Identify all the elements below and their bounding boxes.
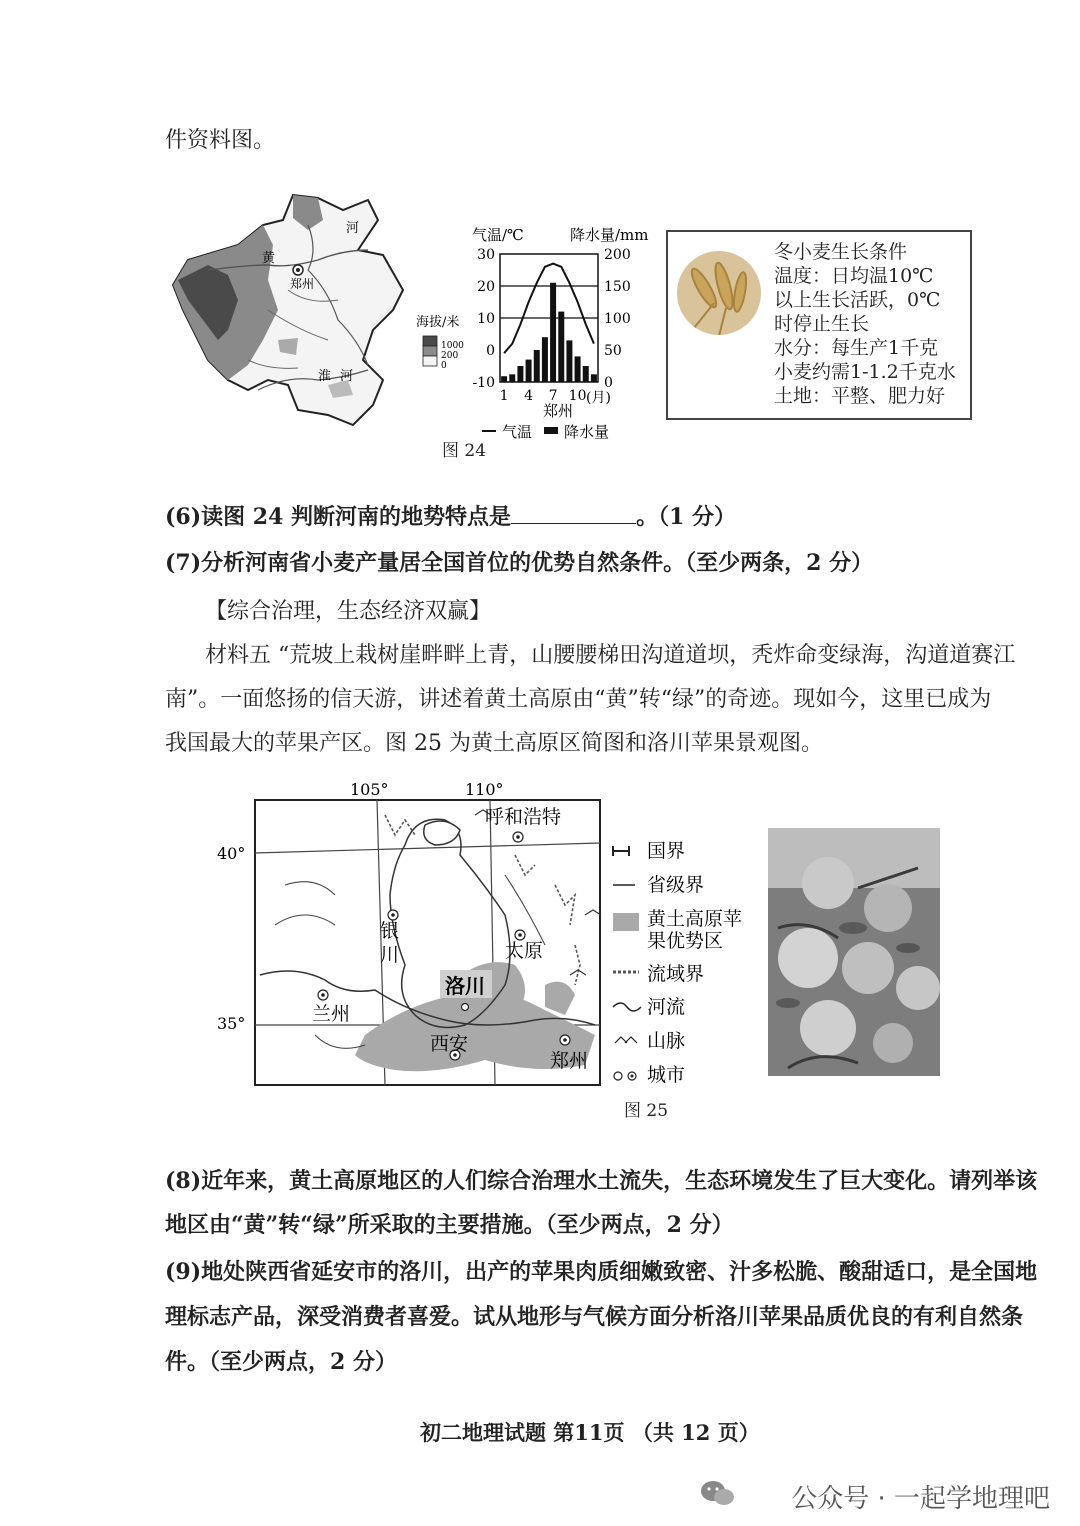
month-tick-label: 4 <box>524 388 534 404</box>
chart-precip-axis-label: 降水量/mm <box>570 226 649 244</box>
temp-tick-label: 20 <box>477 279 495 295</box>
map-label-he2: 河 <box>340 369 354 384</box>
precip-tick-label: 200 <box>604 247 631 263</box>
question-8-line-1: (8)近年来，黄土高原地区的人们综合治理水土流失，生态环境发生了巨大变化。请列举该 <box>165 1168 1038 1194</box>
wheat-line-temp3: 时停止生长 <box>774 313 870 335</box>
precip-tick-label: 100 <box>604 311 631 327</box>
legend-city: 城市 <box>647 1064 686 1086</box>
map-label-huai: 淮 <box>318 369 332 384</box>
city-taiyuan: 太原 <box>505 940 544 962</box>
precip-tick-label: 50 <box>604 343 622 359</box>
wheat-line-water2: 小麦约需1-1.2千克水 <box>774 361 956 383</box>
map-legend-200: 200 <box>441 351 459 361</box>
legend-provincial-border: 省级界 <box>647 874 705 896</box>
legend-temp-label: 气温 <box>502 423 533 441</box>
wheat-line-land: 土地：平整、肥力好 <box>774 385 946 407</box>
lat-35-label: 35° <box>217 1014 246 1033</box>
map-label-zhengzhou: 郑州 <box>290 277 315 291</box>
city-yinchuan-1: 银 <box>380 920 400 942</box>
page-footer: 初二地理试题 第11页 （共 12 页） <box>420 1420 760 1445</box>
legend-precip-label: 降水量 <box>564 423 610 441</box>
chart-city-label: 郑州 <box>542 402 574 420</box>
lat-40-label: 40° <box>217 844 246 863</box>
wheat-line-temp: 温度：日均温10℃ <box>774 265 934 287</box>
precip-tick-label: 0 <box>604 375 613 391</box>
figure24-caption: 图 24 <box>442 441 487 461</box>
loess-plateau-map <box>215 775 760 1095</box>
precip-bar <box>558 312 564 382</box>
legend-river: 河流 <box>647 996 686 1018</box>
map-legend-0: 0 <box>441 361 447 371</box>
precip-bar <box>583 366 589 382</box>
month-tick-label: 1 <box>499 388 509 404</box>
question-7: (7)分析河南省小麦产量居全国首位的优势自然条件。（至少两条，2 分） <box>165 550 874 576</box>
precip-bar <box>566 340 572 382</box>
map-label-huang: 黄 <box>262 251 276 266</box>
wheat-photo <box>674 248 764 338</box>
zhengzhou-climate-chart <box>440 222 665 447</box>
temp-tick-label: 0 <box>486 343 495 359</box>
month-tick-label: 7 <box>548 388 558 404</box>
precip-bar <box>517 366 523 382</box>
map-legend-title: 海拔/米 <box>416 315 460 330</box>
question-6-score: 。（1 分） <box>636 504 737 530</box>
city-lanzhou: 兰州 <box>312 1003 351 1025</box>
legend-watershed: 流域界 <box>647 963 705 985</box>
temp-tick-label: -10 <box>472 375 495 391</box>
lon-105-label: 105° <box>350 780 389 799</box>
city-zhengzhou: 郑州 <box>550 1050 589 1072</box>
precip-bar <box>534 350 540 382</box>
city-luochuan: 洛川 <box>445 974 485 998</box>
precip-bar <box>575 356 581 382</box>
answer-blank[interactable] <box>511 505 636 524</box>
wheat-line-water: 水分：每生产1千克 <box>774 337 939 359</box>
material5-line-3: 我国最大的苹果产区。图 25 为黄土高原区简图和洛川苹果景观图。 <box>165 731 823 756</box>
precip-bar <box>591 374 597 382</box>
watermark-text: 公众号 · 一起学地理吧 <box>791 1484 1050 1514</box>
precip-bar <box>501 376 507 382</box>
month-tick-label: 10 <box>568 388 587 404</box>
precip-tick-label: 150 <box>604 279 631 295</box>
question-6 <box>165 502 736 532</box>
precip-bar <box>550 283 556 382</box>
temp-tick-label: 30 <box>477 247 495 263</box>
temperature-curve <box>504 264 594 354</box>
map-label-he: 河 <box>346 221 360 236</box>
map-legend-1000: 1000 <box>441 341 464 351</box>
material5-line-2: 南”。一面悠扬的信天游，讲述着黄土高原由“黄”转“绿”的奇迹。现如今，这里已成为 <box>165 687 992 712</box>
question-9-line-1: (9)地处陕西省延安市的洛川，出产的苹果肉质细嫩致密、汁多松脆、酸甜适口，是全国地 <box>165 1259 1038 1285</box>
legend-apple-zone-2: 果优势区 <box>647 930 724 952</box>
legend-mountain: 山脉 <box>647 1030 686 1052</box>
wheat-line-title: 冬小麦生长条件 <box>774 241 908 263</box>
legend-national-border: 国界 <box>647 840 686 862</box>
wechat-icon <box>700 1478 736 1508</box>
question-9-line-2: 理标志产品，深受消费者喜爱。试从地形与气候方面分析洛川苹果品质优良的有利自然条 <box>165 1304 1024 1330</box>
henan-terrain-map <box>168 190 480 440</box>
precip-bar <box>542 337 548 382</box>
question-6-text: (6)读图 24 判断河南的地势特点是 <box>165 504 512 530</box>
wheat-conditions-box <box>666 230 972 420</box>
luochuan-apple-photo <box>768 828 940 1076</box>
temp-tick-label: 10 <box>477 311 495 327</box>
material5-line-1: 材料五 “荒坡上栽树崖畔畔上青，山腰腰梯田沟道道坝，秃炸命变绿海，沟道道赛江 <box>205 643 1016 668</box>
legend-apple-zone-1: 黄土高原苹 <box>647 908 743 930</box>
wheat-line-temp2: 以上生长活跃，0℃ <box>774 289 941 311</box>
precip-bar <box>509 374 515 382</box>
chart-month-unit: (月) <box>586 390 611 406</box>
city-hohhot: 呼和浩特 <box>485 806 562 828</box>
city-yinchuan-2: 川 <box>380 944 400 966</box>
city-xian: 西安 <box>430 1033 469 1055</box>
chart-temp-axis-label: 气温/℃ <box>472 226 524 244</box>
continuation-text: 件资料图。 <box>165 128 276 153</box>
section-title: 【综合治理，生态经济双赢】 <box>205 599 492 624</box>
precip-bar <box>526 360 532 382</box>
question-8-line-2: 地区由“黄”转“绿”所采取的主要措施。（至少两点，2 分） <box>165 1212 734 1238</box>
figure25-caption: 图 25 <box>624 1101 669 1121</box>
question-9-line-3: 件。（至少两点，2 分） <box>165 1349 397 1375</box>
lon-110-label: 110° <box>465 780 504 799</box>
